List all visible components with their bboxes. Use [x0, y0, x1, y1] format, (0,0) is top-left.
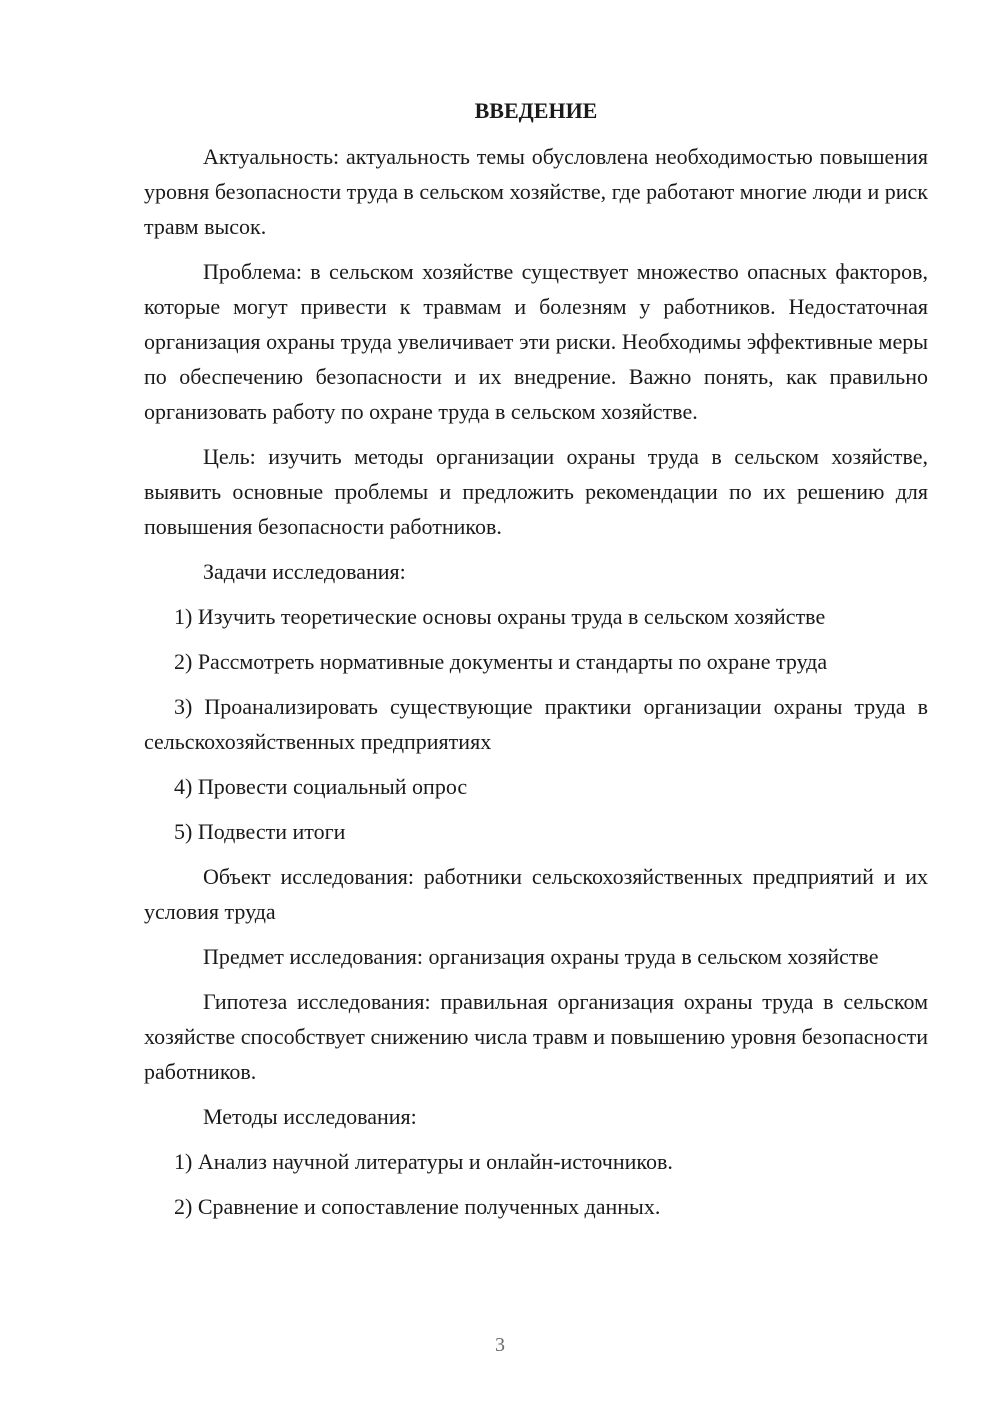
hypothesis-paragraph: Гипотеза исследования: правильная организация охраны труда в сельском хозяйстве способствует снижению числа травм и повышению уровня безопасности работников.	[144, 989, 928, 1084]
page-content	[144, 96, 928, 1234]
method-item-2: 2) Сравнение и сопоставление полученных данных.	[174, 1194, 661, 1219]
relevance-paragraph: Актуальность: актуальность темы обусловлена необходимостью повышения уровня безопасности труда в сельском хозяйстве, где работают многие люди и риск травм высок.	[144, 144, 928, 239]
tasks-heading: Задачи исследования:	[203, 559, 406, 584]
problem-paragraph: Проблема: в сельском хозяйстве существует множество опасных факторов, которые могут привести к травмам и болезням у работников. Недостаточная организация охраны труда увеличивает эти риски. Необходимы эффективные меры по обеспечению безопасности и их внедрение. Важно понять, как правильно организовать работу по охране труда в сельском хозяйстве.	[144, 259, 928, 424]
goal-paragraph: Цель: изучить методы организации охраны труда в сельском хозяйстве, выявить основные проблемы и предложить рекомендации по их решению для повышения безопасности работников.	[144, 444, 928, 539]
method-item-1: 1) Анализ научной литературы и онлайн-источников.	[174, 1149, 673, 1174]
page-number: 3	[495, 1334, 505, 1356]
task-item-5: 5) Подвести итоги	[174, 819, 346, 844]
methods-heading: Методы исследования:	[203, 1104, 417, 1129]
task-item-3: 3) Проанализировать существующие практики организации охраны труда в сельскохозяйственных предприятиях	[144, 694, 928, 754]
object-paragraph: Объект исследования: работники сельскохозяйственных предприятий и их условия труда	[144, 864, 928, 924]
section-title: ВВЕДЕНИЕ	[474, 98, 598, 123]
task-item-2: 2) Рассмотреть нормативные документы и стандарты по охране труда	[174, 649, 828, 674]
task-item-1: 1) Изучить теоретические основы охраны труда в сельском хозяйстве	[174, 604, 826, 629]
task-item-4: 4) Провести социальный опрос	[174, 774, 468, 799]
subject-paragraph: Предмет исследования: организация охраны труда в сельском хозяйстве	[203, 944, 879, 969]
